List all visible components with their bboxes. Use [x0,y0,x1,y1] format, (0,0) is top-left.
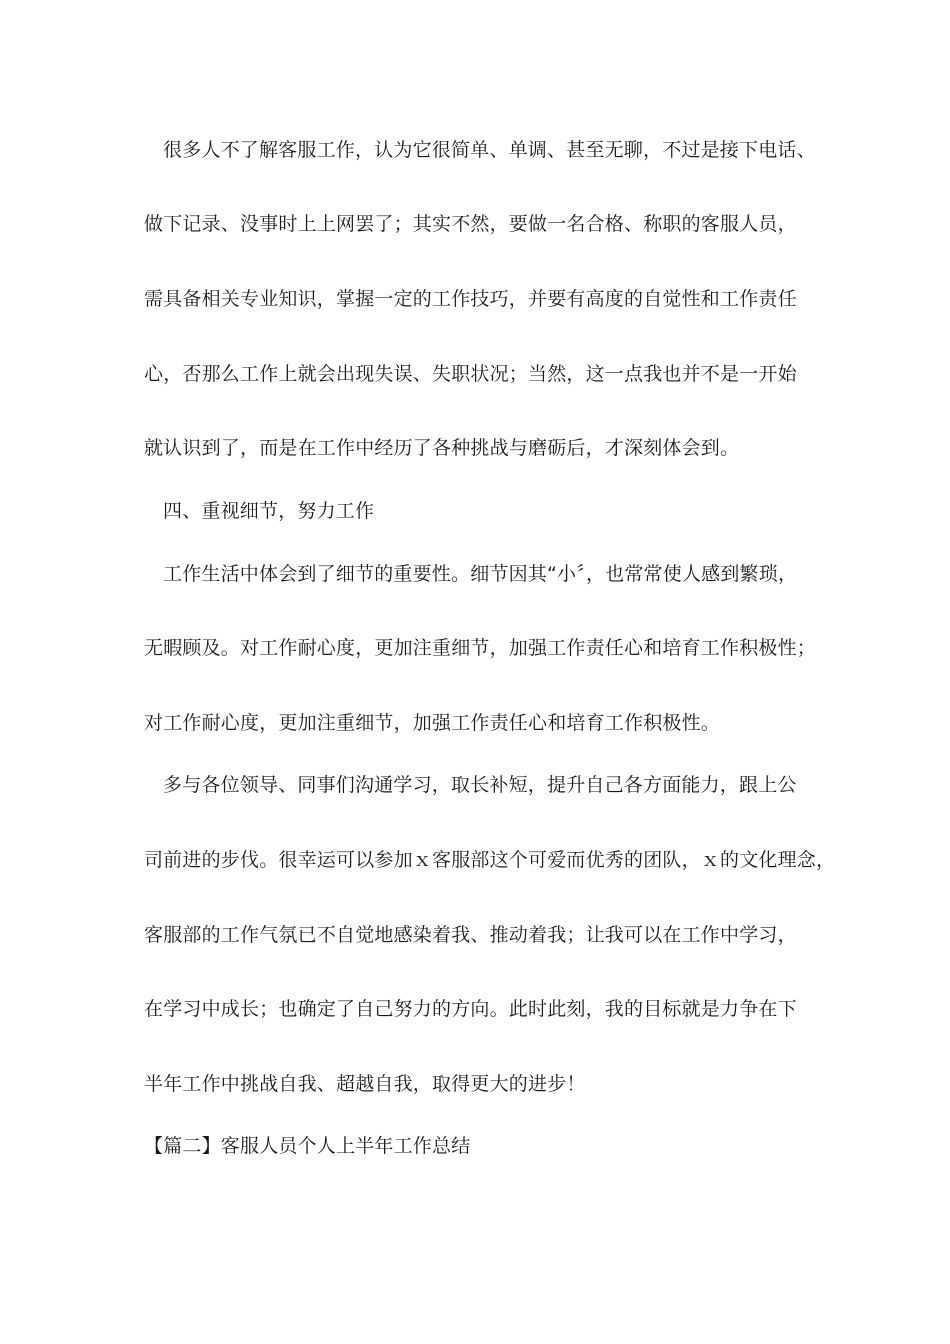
paragraph-line: 需具备相关专业知识，掌握一定的工作技巧，并要有高度的自觉性和工作责任 [144,288,797,310]
paragraph-line: 半年工作中挑战自我、超越自我，取得更大的进步！ [144,1073,586,1095]
paragraph-line: 做下记录、没事时上上网罢了；其实不然，要做一名合格、称职的客服人员， [144,213,797,235]
paragraph-line: 对工作耐心度，更加注重细节，加强工作责任心和培育工作积极性。 [144,712,721,734]
paragraph-line: 心，否那么工作上就会出现失误、失职状况；当然，这一点我也并不是一开始 [144,363,797,385]
paragraph-line: 多与各位领导、同事们沟通学习，取长补短，提升自己各方面能力，跟上公 [163,774,797,796]
paragraph-line: 工作生活中体会到了细节的重要性。细节因其“小〞，也常常使人感到繁琐， [163,563,798,585]
section-heading: 四、重视细节，努力工作 [163,500,375,522]
paragraph-line: 就认识到了，而是在工作中经历了各种挑战与磨砺后，才深刻体会到。 [144,437,740,459]
paragraph-line: 很多人不了解客服工作，认为它很简单、单调、甚至无聊，不过是接下电话、 [163,139,816,161]
paragraph-line: 无暇顾及。对工作耐心度，更加注重细节，加强工作责任心和培育工作积极性； [144,637,817,659]
paragraph-line: 司前进的步伐。很幸运可以参加ｘ客服部这个可爱而优秀的团队，ｘ的文化理念， [144,849,836,871]
paragraph-line: 客服部的工作气氛已不自觉地感染着我、推动着我；让我可以在工作中学习， [144,924,797,946]
section-title: 【篇二】客服人员个人上半年工作总结 [144,1135,471,1157]
paragraph-line: 在学习中成长；也确定了自己努力的方向。此时此刻，我的目标就是力争在下 [144,998,797,1020]
